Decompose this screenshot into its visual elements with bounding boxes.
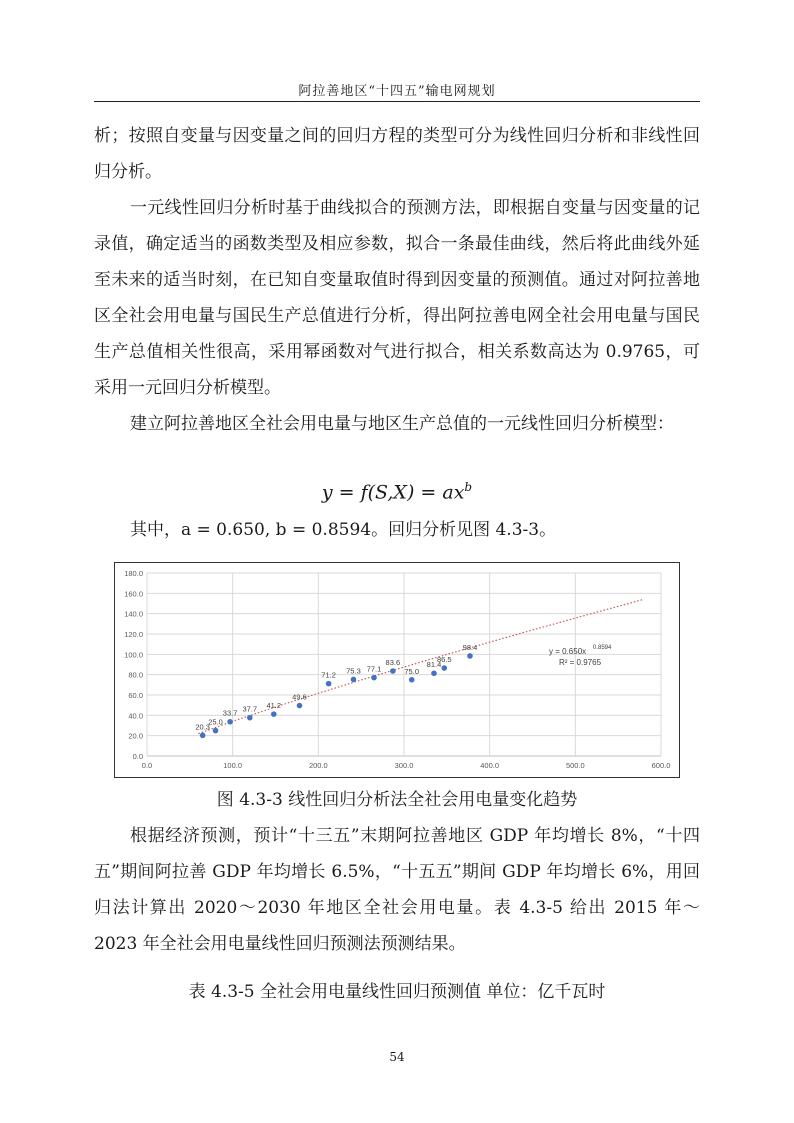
paragraph-1: 析；按照自变量与因变量之间的回归方程的类型可分为线性回归分析和非线性回归分析。: [94, 126, 700, 182]
data-point: [297, 703, 303, 709]
x-tick-label: 400.0: [480, 761, 500, 770]
formula-exponent: b: [464, 480, 473, 494]
data-label: 37.7: [242, 704, 258, 714]
y-tick-label: 20.0: [128, 731, 143, 741]
y-tick-label: 60.0: [128, 691, 143, 700]
trend-r-squared: R² = 0.9765: [559, 658, 602, 667]
x-tick-label: 600.0: [651, 761, 671, 770]
y-tick-label: 0.0: [132, 752, 143, 761]
data-label: 77.1: [366, 664, 382, 674]
data-point: [441, 665, 447, 671]
data-label: 25.0: [208, 717, 223, 727]
data-point: [409, 677, 415, 683]
y-tick-label: 120.0: [124, 630, 143, 639]
formula-base: y = f(S,X) = ax: [321, 481, 465, 504]
x-tick-label: 300.0: [394, 761, 414, 770]
data-label: 75.0: [404, 666, 420, 676]
data-point: [467, 653, 473, 659]
data-label: 41.2: [266, 701, 282, 711]
y-tick-label: 140.0: [124, 609, 143, 619]
data-point: [431, 670, 437, 676]
data-point: [390, 668, 396, 674]
y-tick-label: 180.0: [124, 569, 143, 578]
x-tick-label: 200.0: [308, 761, 328, 770]
data-point: [213, 728, 219, 734]
data-point: [326, 681, 332, 687]
data-label: 33.7: [222, 708, 238, 718]
x-tick-label: 0.0: [141, 761, 153, 770]
y-tick-label: 160.0: [124, 589, 143, 599]
data-label: 20.3: [195, 722, 210, 732]
parameter-line: 其中，a = 0.650, b = 0.8594。回归分析见图 4.3-3。: [130, 520, 557, 540]
header-divider: [94, 101, 700, 102]
data-label: 75.3: [346, 666, 361, 676]
data-point: [351, 677, 357, 683]
data-point: [227, 719, 233, 725]
running-header: 阿拉善地区“十四五”输电网规划: [298, 84, 496, 99]
x-tick-label: 500.0: [565, 761, 585, 770]
data-label: 83.6: [385, 658, 401, 668]
trend-equation: y = 0.650x: [549, 647, 587, 656]
y-tick-label: 80.0: [128, 670, 143, 680]
x-tick-label: 100.0: [223, 761, 243, 770]
regression-formula: [94, 480, 700, 503]
chart-svg: [115, 563, 679, 777]
data-label: 81.4: [426, 660, 442, 670]
data-point: [271, 711, 277, 717]
y-tick-label: 40.0: [128, 711, 143, 721]
data-point: [200, 733, 206, 739]
table-title: 表 4.3-5 全社会用电量线性回归预测值 单位：亿千瓦时: [188, 982, 606, 1002]
data-label: 98.4: [462, 642, 478, 652]
data-label: 71.2: [321, 670, 336, 680]
y-tick-label: 100.0: [124, 650, 143, 660]
paragraph-4: 根据经济预测，预计“十三五”末期阿拉善地区 GDP 年均增长 8%，“十四五”期间阿拉善 GDP 年均增长 6.5%，“十五五”期间 GDP 年均增长 6%，用回归法计算出 2020～2030 年地区全社会用电量。表 4.3-5 给出 2015 年～2023 年全社会用电量线性回归预测法预测结果。: [94, 826, 700, 954]
paragraph-3: 建立阿拉善地区全社会用电量与地区生产总值的一元线性回归分析模型：: [130, 414, 674, 434]
body-section-bottom: [94, 818, 700, 962]
regression-chart: [114, 562, 680, 778]
data-label: 86.5: [436, 655, 452, 665]
page-number: 54: [389, 1050, 405, 1064]
trend-equation-exponent: 0.8594: [593, 645, 612, 651]
data-label: 49.6: [292, 692, 307, 702]
body-section-top: [94, 118, 700, 442]
data-point: [247, 715, 253, 721]
figure-caption: 图 4.3-3 线性回归分析法全社会用电量变化趋势: [216, 790, 578, 810]
paragraph-2: 一元线性回归分析时基于曲线拟合的预测方法，即根据自变量与因变量的记录值，确定适当的函数类型及相应参数，拟合一条最佳曲线，然后将此曲线外延至未来的适当时刻，在已知自变量取值时得到因变量的预测值。通过对阿拉善地区全社会用电量与国民生产总值进行分析，得出阿拉善电网全社会用电量与国民生产总值相关性很高，采用幂函数对气进行拟合，相关系数高达为 0.9765，可采用一元回归分析模型。: [94, 198, 700, 398]
data-point: [371, 675, 377, 681]
